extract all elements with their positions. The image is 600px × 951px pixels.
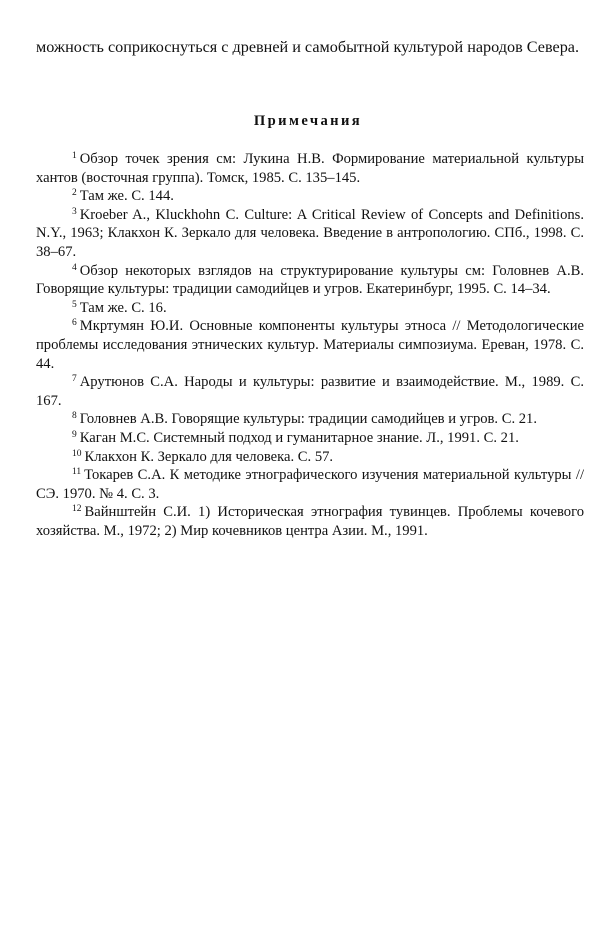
note-text: Там же. С. 16. xyxy=(79,299,167,316)
note-item xyxy=(36,262,584,299)
note-number: 3 xyxy=(72,206,77,217)
note-text: Kroeber A., Kluckhohn C. Culture: A Critical Review of Concepts and Definitions. N.Y., 1963; Клакхон К. Зеркало для человека. Введение в антропологию. СПб., 1998. С. 38–67. xyxy=(36,206,584,260)
note-item xyxy=(36,206,584,262)
note-number: 11 xyxy=(72,467,82,478)
note-item xyxy=(36,503,584,540)
note-number: 9 xyxy=(72,429,77,440)
note-number: 6 xyxy=(72,318,77,329)
note-number: 10 xyxy=(72,448,82,459)
note-number: 4 xyxy=(72,262,77,273)
note-item xyxy=(36,410,584,429)
note-number: 5 xyxy=(72,299,77,310)
note-item xyxy=(36,150,584,187)
note-number: 8 xyxy=(72,411,77,422)
note-text: Обзор некоторых взглядов на структурирование культуры см: Головнев А.В. Говорящие культуры: традиции самодийцев и угров. Екатеринбург, 1995. С. 14–34. xyxy=(36,262,584,298)
note-item xyxy=(36,466,584,503)
note-text: Головнев А.В. Говорящие культуры: традиции самодийцев и угров. С. 21. xyxy=(79,411,538,428)
note-text: Токарев С.А. К методике этнографического изучения материальной культуры // СЭ. 1970. № 4. С. 3. xyxy=(36,467,584,502)
notes-heading: Примечания xyxy=(253,113,363,129)
note-item xyxy=(36,299,584,318)
note-number: 12 xyxy=(72,504,82,515)
note-number: 2 xyxy=(72,188,77,199)
note-text: Арутюнов С.А. Народы и культуры: развитие и взаимодействие. М., 1989. С. 167. xyxy=(36,374,584,409)
note-item xyxy=(36,448,584,467)
note-text: Каган М.С. Системный подход и гуманитарное знание. Л., 1991. С. 21. xyxy=(79,429,519,446)
note-text: Обзор точек зрения см: Лукина Н.В. Формирование материальной культуры хантов (восточная группа). Томск, 1985. С. 135–145. xyxy=(36,151,584,186)
note-item xyxy=(36,373,584,410)
note-number: 1 xyxy=(72,151,77,161)
intro-paragraph: можность соприкоснуться с древней и самобытной культурой народов Севера. xyxy=(36,38,580,56)
note-text: Клакхон К. Зеркало для человека. С. 57. xyxy=(84,448,334,465)
note-item xyxy=(36,429,584,448)
note-item xyxy=(36,317,584,373)
notes-list xyxy=(36,150,584,540)
note-text: Мкртумян Ю.И. Основные компоненты культуры этноса // Методологические проблемы исследования этнических культур. Материалы симпозиума. Ереван, 1978. С. 44. xyxy=(36,318,584,372)
note-item xyxy=(36,187,584,206)
note-number: 7 xyxy=(72,374,77,385)
note-text: Вайнштейн С.И. 1) Историческая этнография тувинцев. Проблемы кочевого хозяйства. М., 1972; 2) Мир кочевников центра Азии. М., 1991. xyxy=(36,504,584,539)
note-text: Там же. С. 144. xyxy=(79,188,174,205)
